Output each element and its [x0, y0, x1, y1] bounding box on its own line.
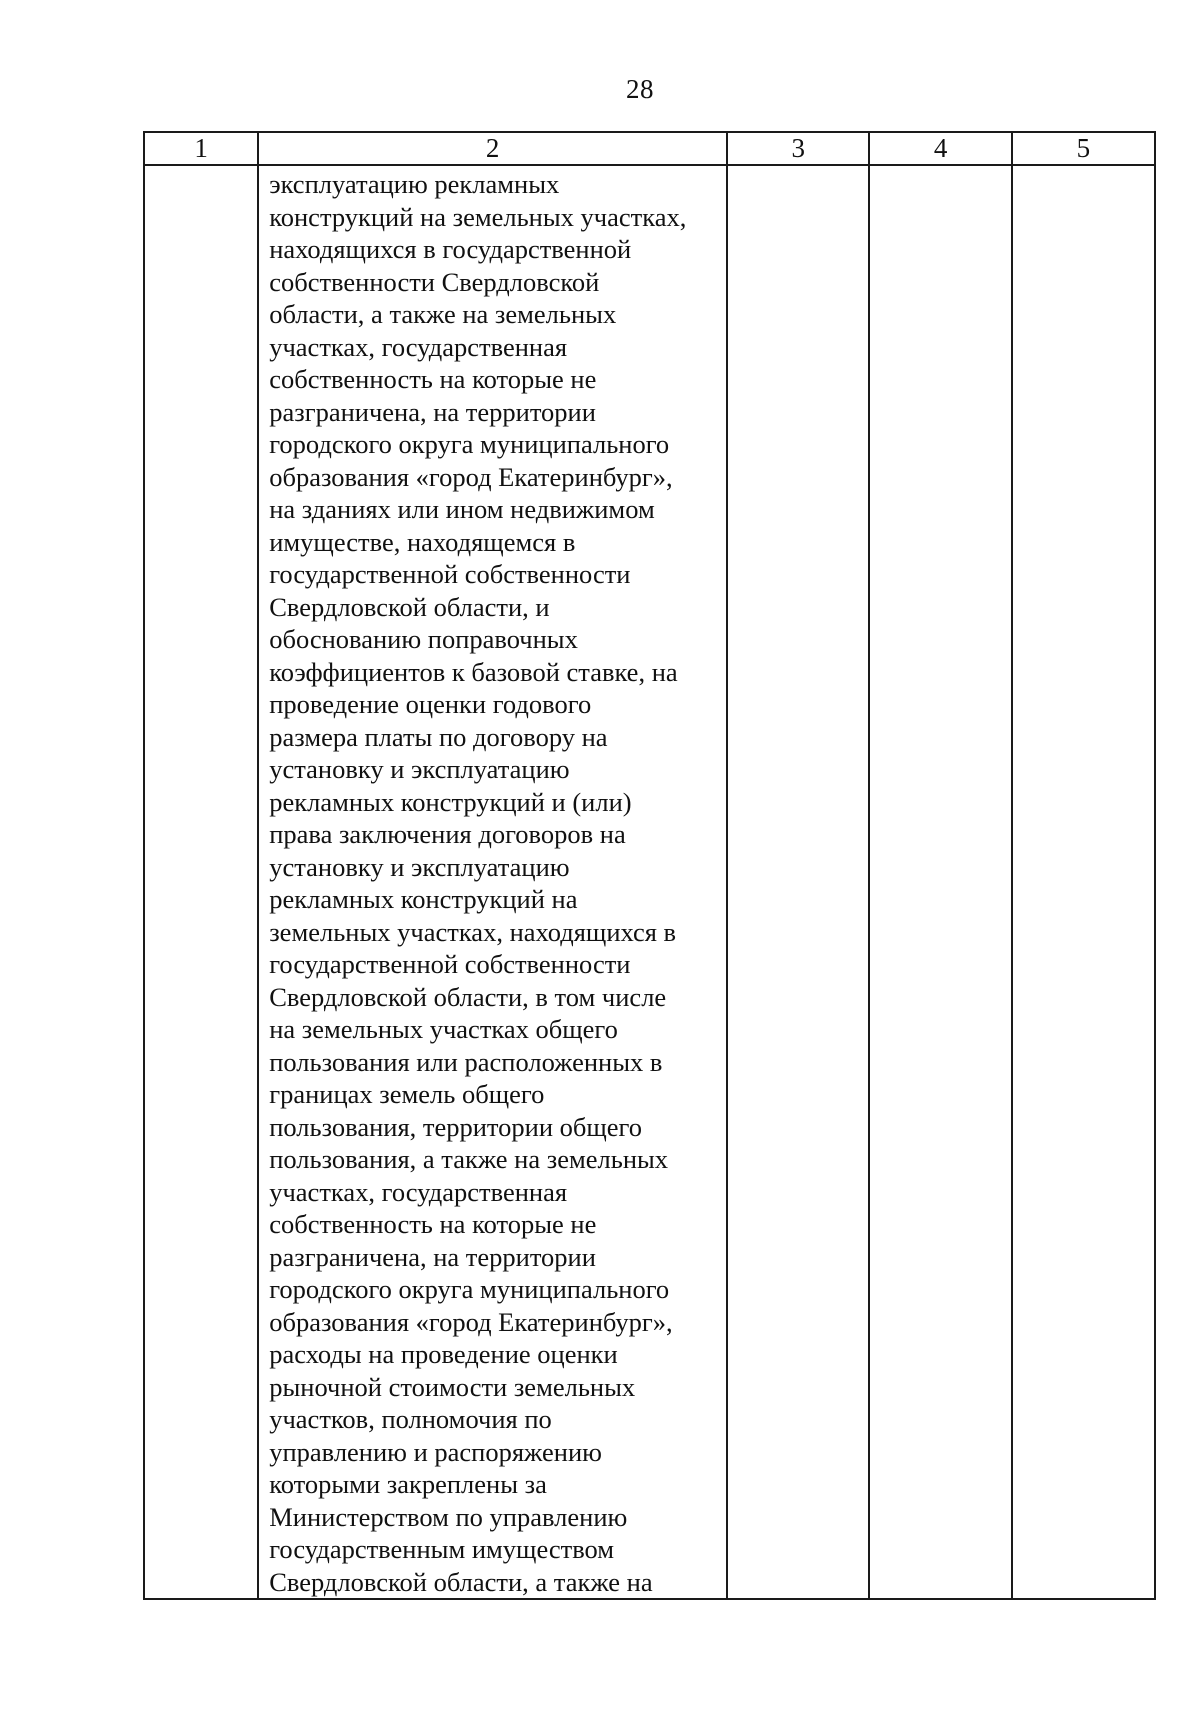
cell-col-2	[258, 165, 727, 1599]
cell-col-1	[144, 165, 258, 1599]
text-line: Свердловской области, и	[269, 591, 550, 622]
text-line: области, а также на земельных	[269, 299, 617, 329]
text-line: Свердловской области, в том числе	[269, 981, 667, 1012]
text-line: участках, государственная	[269, 331, 568, 362]
text-line: рыночной стоимости земельных	[269, 1371, 636, 1402]
text-line: городского округа муниципального	[269, 429, 670, 459]
text-line: на земельных участках общего	[269, 1014, 618, 1044]
text-line: размера платы по договору на	[269, 721, 608, 752]
text-line: пользования, а также на земельных	[269, 1144, 669, 1174]
text-line: Свердловской области, а также на	[269, 1566, 653, 1597]
header-col-2: 2	[258, 132, 727, 165]
text-line: собственность на которые не	[269, 364, 597, 394]
text-line: образования «город Екатеринбург»,	[269, 1306, 673, 1337]
cell-col-4	[869, 165, 1011, 1599]
text-line: государственной собственности	[269, 559, 631, 589]
cell-col-5	[1012, 165, 1155, 1599]
text-line: Министерством по управлению	[269, 1501, 628, 1532]
text-line: обоснованию поправочных	[269, 624, 578, 654]
text-line: образования «город Екатеринбург»,	[269, 461, 673, 492]
cell-col-3	[727, 165, 869, 1599]
text-line: находящихся в государственной	[269, 234, 632, 264]
text-line: проведение оценки годового	[269, 689, 592, 719]
text-line: на зданиях или ином недвижимом	[269, 494, 655, 524]
text-line: участках, государственная	[269, 1176, 568, 1207]
text-line: имуществе, находящемся в	[269, 526, 576, 557]
text-line: границах земель общего	[269, 1079, 545, 1109]
text-line: расходы на проведение оценки	[269, 1339, 618, 1369]
header-col-4: 4	[869, 132, 1011, 165]
text-line: установку и эксплуатацию	[269, 754, 570, 784]
text-line: пользования или расположенных в	[269, 1046, 663, 1077]
text-line: права заключения договоров на	[269, 819, 626, 849]
text-line: коэффициентов к базовой ставке, на	[269, 656, 678, 687]
text-line: управлению и распоряжению	[269, 1436, 602, 1467]
page-number: 28	[626, 74, 654, 104]
text-line: которыми закреплены за	[269, 1469, 547, 1499]
table-row	[144, 165, 1155, 1599]
text-line: пользования, территории общего	[269, 1111, 643, 1142]
text-line: эксплуатацию рекламных	[269, 169, 560, 199]
text-line: земельных участках, находящихся в	[269, 916, 677, 947]
header-col-5: 5	[1012, 132, 1155, 165]
text-line: рекламных конструкций и (или)	[269, 786, 632, 817]
text-line: установку и эксплуатацию	[269, 851, 570, 882]
header-col-1: 1	[144, 132, 258, 165]
text-line: государственным имуществом	[269, 1534, 615, 1564]
text-line: государственной собственности	[269, 949, 631, 979]
header-col-3: 3	[727, 132, 869, 165]
text-line: конструкций на земельных участках,	[269, 201, 687, 232]
text-line: разграничена, на территории	[269, 396, 596, 427]
table-header-row	[144, 132, 1155, 165]
budget-table	[143, 131, 1156, 1600]
text-line: городского округа муниципального	[269, 1274, 670, 1304]
text-line: собственность на которые не	[269, 1209, 597, 1239]
text-line: разграничена, на территории	[269, 1241, 596, 1272]
text-line: участков, полномочия по	[269, 1404, 552, 1434]
text-line: рекламных конструкций на	[269, 884, 578, 914]
cell-col-2-text	[259, 166, 726, 1598]
text-line: собственности Свердловской	[269, 266, 600, 297]
